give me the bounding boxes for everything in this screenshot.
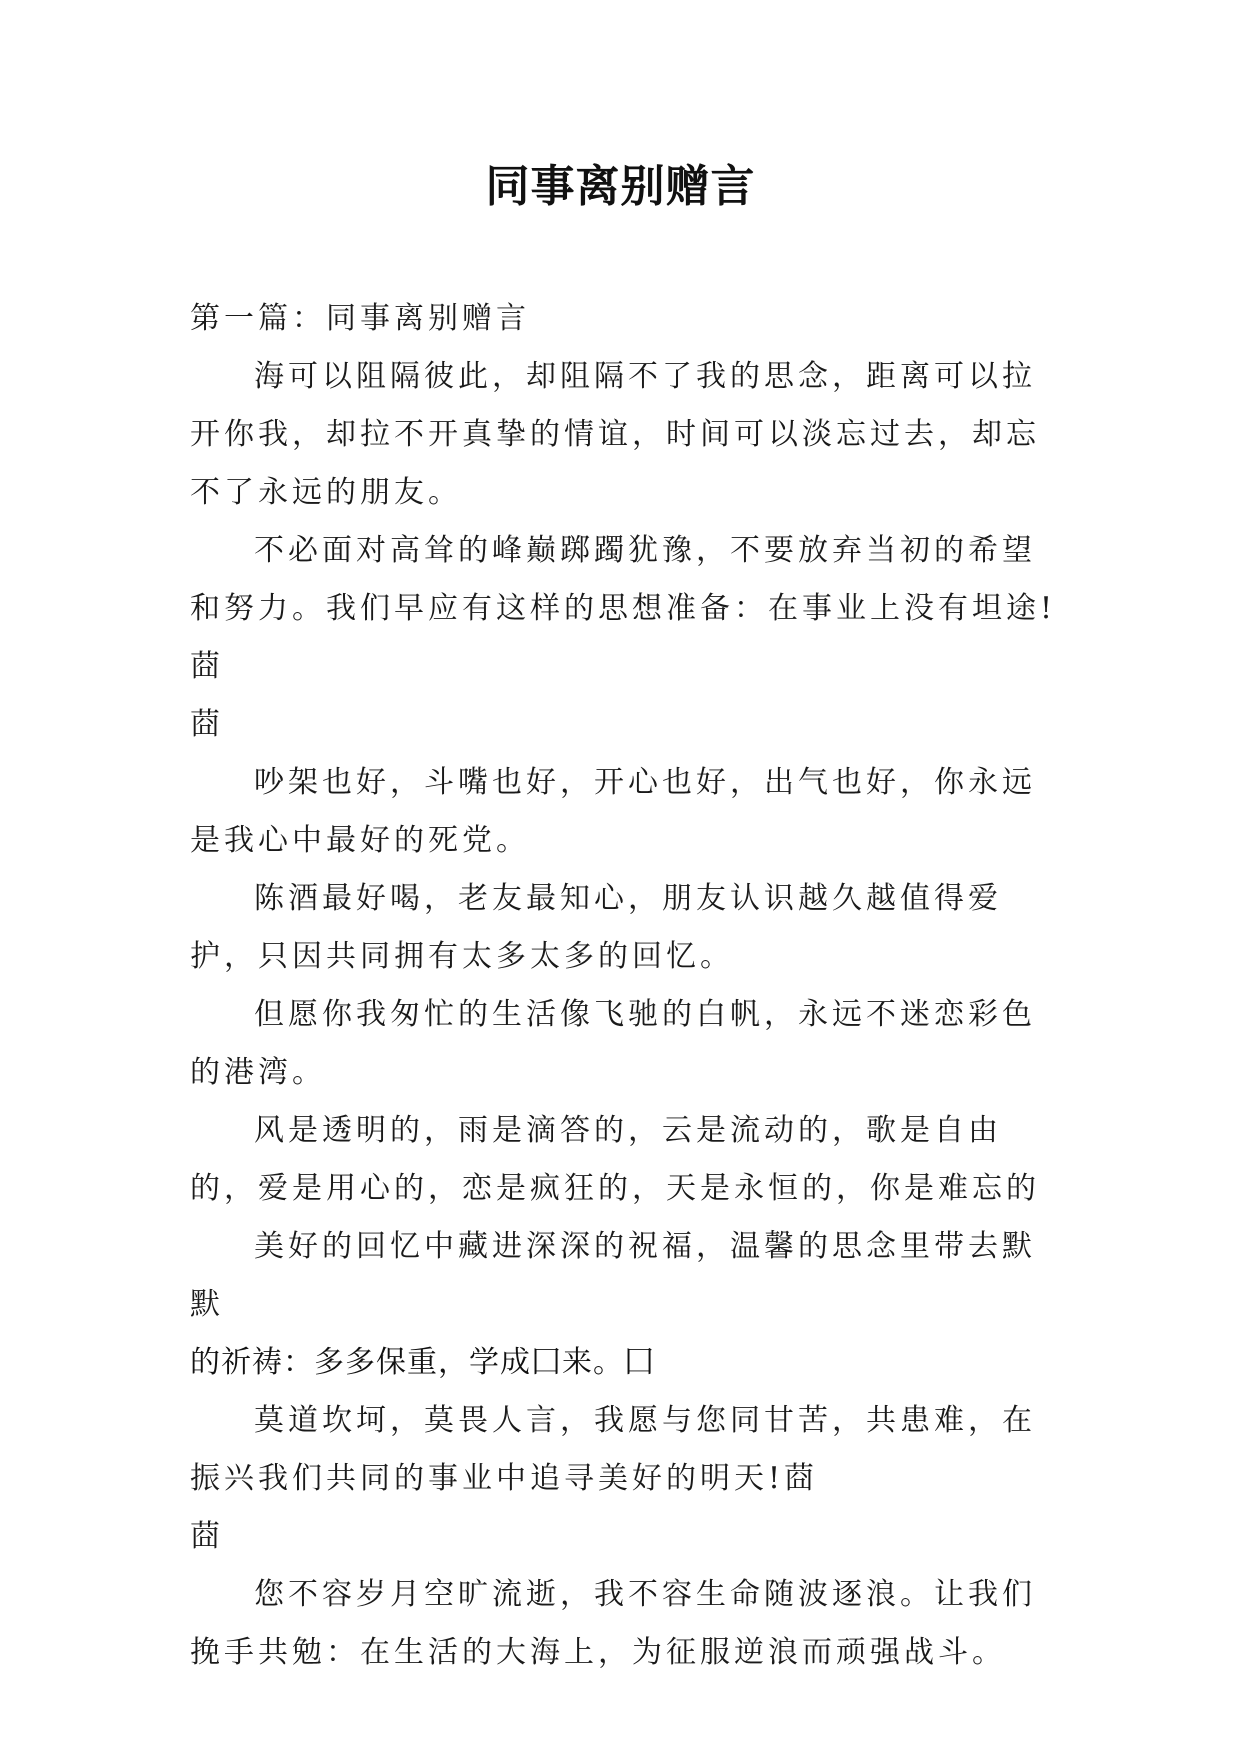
paragraph: 您不容岁月空旷流逝，我不容生命随波逐浪。让我们挽手共勉：在生活的大海上，为征服逆浪而顽强战斗。	[190, 1577, 1036, 1670]
paragraph: 莫道坎坷，莫畏人言，我愿与您同甘苦，共患难，在振兴我们共同的事业中追寻美好的明天!莔	[190, 1403, 1036, 1496]
paragraph: 莔	[190, 707, 224, 742]
document-title: 同事离别赠言	[485, 161, 756, 212]
paragraph: 陈酒最好喝，老友最知心，朋友认识越久越值得爱护，只因共同拥有太多太多的回忆。	[190, 881, 1002, 974]
paragraph: 美好的回忆中藏进深深的祝福，温馨的思念里带去默默	[190, 1229, 1036, 1322]
paragraph: 海可以阻隔彼此，却阻隔不了我的思念，距离可以拉开你我，却拉不开真挚的情谊，时间可以淡忘过去，却忘不了永远的朋友。	[190, 359, 1040, 510]
paragraph: 风是透明的，雨是滴答的，云是流动的，歌是自由的，爱是用心的，恋是疯狂的，天是永恒的，你是难忘的	[190, 1113, 1040, 1206]
paragraph: 莔	[190, 1519, 224, 1554]
paragraph: 吵架也好，斗嘴也好，开心也好，出气也好，你永远是我心中最好的死党。	[190, 765, 1036, 858]
paragraph: 但愿你我匆忙的生活像飞驰的白帆，永远不迷恋彩色的港湾。	[190, 997, 1036, 1090]
section-heading: 第一篇：同事离别赠言	[190, 301, 530, 336]
document-body	[190, 290, 1060, 1682]
paragraph: 的祈祷：多多保重，学成囗来。囗	[190, 1345, 655, 1380]
paragraph: 不必面对高耸的峰巅踯躅犹豫，不要放弃当初的希望和努力。我们早应有这样的思想准备：在事业上没有坦途!莔	[190, 533, 1057, 684]
